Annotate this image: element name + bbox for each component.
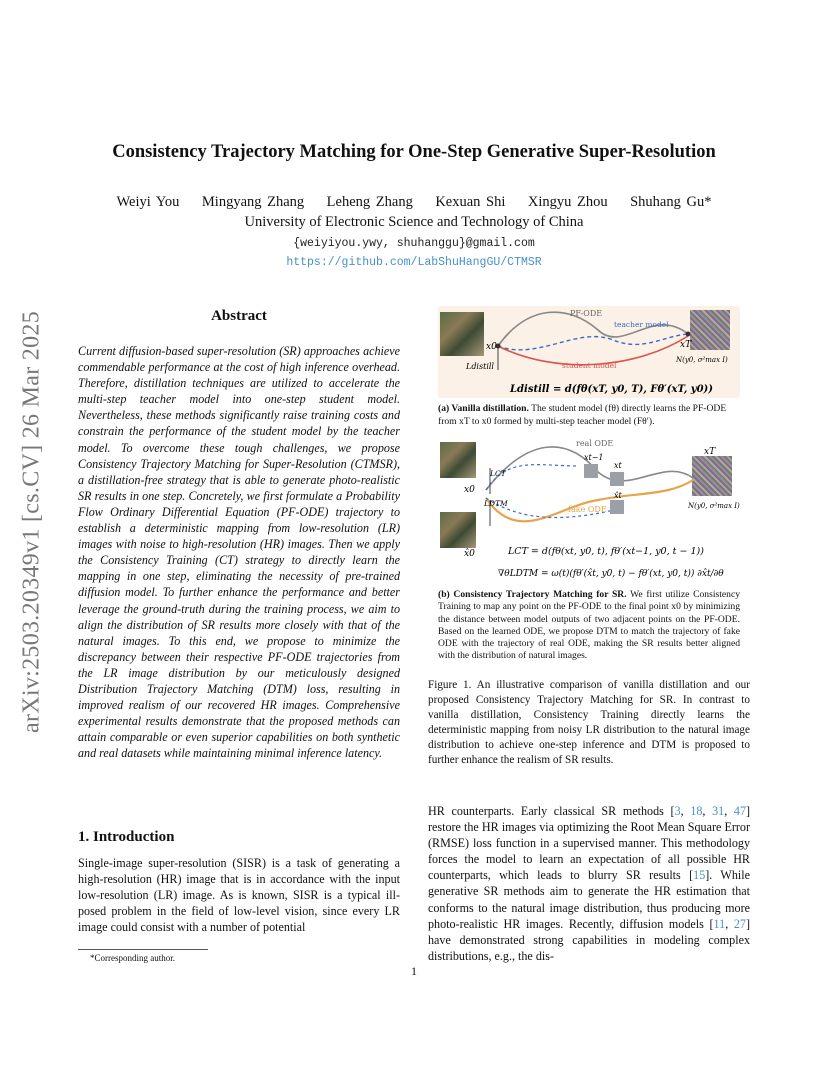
panel-b-diagram: [438, 436, 740, 584]
noise-distribution-label: N(y0, σ²max I): [676, 356, 728, 364]
l-dtm-label: LDTM: [484, 499, 508, 508]
panel-a-diagram: [438, 306, 740, 398]
dtm-equation: ∇θLDTM = ω(t)(fθ′(x̂t, y0, t) − fθ′(xt, y0, t)) ∂x̂t/∂θ: [498, 569, 724, 579]
text-run: ] have demonstrated strong capabilities in modeling complex distributions, e.g., the dis-: [428, 916, 750, 963]
caption-b-text: We first utilize Consistency Training to map any point on the PF-ODE to the final point x0 by minimizing the distance between model outputs of two adjacent points on the PF-ODE. Based on the learned ODE, we propose DTM to match the trajectory of fake ODE with the trajectory of real ODE, making the SR results better aligned with the distribution of natural images.: [438, 589, 741, 662]
caption-b: [438, 589, 740, 663]
arxiv-side-stamp: [8, 262, 56, 782]
real-ode-label: real ODE: [576, 439, 614, 448]
citation-link[interactable]: 31: [712, 804, 725, 818]
xT-label: xT: [704, 447, 716, 457]
teacher-model-label: teacher model: [614, 320, 669, 329]
section-heading-introduction: 1. Introduction: [78, 829, 175, 845]
text-run: ]. While generative SR methods aim to generate the HR estimation that conforms to the natural image distribution, thus producing more photo-realistic HR images. Recently, diffusion models [: [428, 868, 750, 931]
x0-label: x0: [464, 485, 475, 495]
x0-label: x0: [486, 342, 497, 352]
xt-label: xt: [614, 461, 622, 470]
xT-point: [686, 332, 691, 337]
x0hat-label: x̂0: [464, 549, 475, 559]
xthat-label: x̂t: [614, 491, 622, 500]
xt-sample: [610, 472, 624, 486]
xt1-sample: [584, 464, 598, 478]
noise-distribution-label: N(y0, σ²max I): [688, 502, 740, 510]
citation-link[interactable]: 3: [674, 804, 681, 818]
xthat-sample: [610, 500, 624, 514]
caption-a-text: The student model (fθ) directly learns the PF-ODE from xT to x0 formed by multi-step teacher model (Fθ′).: [438, 403, 727, 427]
ct-equation: LCT = d(fθ(xt, y0, t), fθ′(xt−1, y0, t − 1)): [508, 546, 704, 557]
figure-panel-a: [438, 306, 740, 398]
fake-ode-label: fake ODE: [568, 505, 607, 514]
page-number: 1: [411, 964, 417, 978]
distill-equation: Ldistill = d(fθ(xT, y0, T), Fθ′(xT, y0)): [510, 384, 714, 395]
author-list: Weiyi You Mingyang Zhang Leheng Zhang Kexuan Shi Xingyu Zhou Shuhang Gu*: [116, 194, 712, 210]
caption-b-label: (b) Consistency Trajectory Matching for SR.: [438, 589, 627, 600]
citation-link[interactable]: 11: [713, 916, 726, 931]
arxiv-id-text: arXiv:2503.20349v1 [cs.CV] 26 Mar 2025: [18, 310, 45, 734]
affiliation: University of Electronic Science and Technology of China: [244, 214, 584, 230]
fake-ode-curve: [486, 480, 693, 521]
citation-link[interactable]: 47: [733, 804, 746, 818]
paper-title: Consistency Trajectory Matching for One-Step Generative Super-Resolution: [112, 142, 716, 162]
l-distill-label: Ldistill: [466, 362, 494, 371]
student-model-label: student model: [562, 361, 617, 370]
text-run: HR counterparts. Early classical SR methods [: [428, 804, 675, 818]
abstract-body: Current diffusion-based super-resolution (SR) approaches achieve commendable performance at the cost of high inference overhead. Therefore, distillation techniques are utilized to accelerate the multi-step teacher model into one-step student model. Nevertheless, these methods significantly raise training costs and constrain the performance of the student model by the teacher model. To overcome these tough challenges, we propose Consistency Trajectory Matching for Super-Resolution (CTMSR), a distillation-free strategy that is able to generate photo-realistic SR results in one step. Concretely, we first formulate a Probability Flow Ordinary Differential Equation (PF-ODE) trajectory to establish a deterministic mapping from low-resolution (LR) images with noise to high-resolution (HR) images. Then we apply the Consistency Training (CT) strategy to directly learn the mapping in one step, eliminating the necessity of pre-trained diffusion model. To further enhance the performance and better leverage the ground-truth during the training process, we aim to align the distribution of SR results more closely with that of the natural images. To this end, we propose to minimize the discrepancy between their respective PF-ODE trajectories from the LR image distribution by our meticulously designed Distribution Trajectory Matching (DTM) loss, resulting in improved realism of our recovered HR images. Comprehensive experimental results demonstrate that the proposed methods can attain comparable or even superior capabilities on both synthetic and real datasets while maintaining minimal inference latency.: [78, 344, 400, 761]
pf-ode-label: PF-ODE: [570, 309, 603, 318]
introduction-paragraph: Single-image super-resolution (SISR) is a task of generating a high-resolution (HR) image that is in accordance with the input low-resolution (LR) image. As is known, SISR is a typical ill-posed problem in the field of low-level vision, since every LR image could consist with a number of potential: [78, 856, 400, 935]
xT-label: xT: [680, 340, 692, 350]
abstract-heading: Abstract: [211, 308, 267, 324]
text-run: ] restore the HR images via optimizing the Root Mean Square Error (RMSE) loss function in a supervised manner. This methodology forces the model to learn an expectation of all possible HR counterparts, which leads to blurry SR results [: [428, 804, 751, 883]
figure-panel-b: [438, 436, 740, 584]
contact-email: {weiyiyou.ywy, shuhanggu}@gmail.com: [293, 237, 535, 250]
right-column-paragraph: HR counterparts. Early classical SR methods [3, 18, 31, 47] restore the HR images via optimizing the Root Mean Square Error (RMSE) loss function in a supervised manner. This methodology forces the model to learn an expectation of all possible HR counterparts, which leads to blurry SR results [15]. While generative SR methods aim to generate the HR estimation that conforms to the natural image distribution, thus producing more photo-realistic HR images. Recently, diffusion models [11, 27] have demonstrated strong capabilities in modeling complex distributions, e.g., the dis-: [428, 804, 751, 963]
project-link[interactable]: https://github.com/LabShuHangGU/CTMSR: [286, 256, 542, 269]
footnote: *Corresponding author.: [90, 953, 175, 963]
footnote-rule: [78, 949, 208, 950]
citation-link[interactable]: 15: [693, 868, 706, 883]
l-ct-label: LCT: [490, 469, 506, 478]
caption-a: [438, 403, 740, 428]
citation-link[interactable]: 27: [733, 916, 746, 931]
figure-1-caption: Figure 1. An illustrative comparison of vanilla distillation and our proposed Consistency Trajectory Matching for SR. In contrast to vanilla distillation, Consistency Training directly learns the deterministic mapping from noisy LR distribution to the natural image distribution to achieve one-step inference and DTM is proposed to further enhance the realism of SR results.: [428, 679, 750, 767]
teacher-model-curve: [498, 334, 688, 350]
citation-link[interactable]: 18: [690, 804, 703, 818]
xt1-label: xt−1: [584, 453, 604, 462]
caption-a-label: (a) Vanilla distillation.: [438, 403, 529, 414]
